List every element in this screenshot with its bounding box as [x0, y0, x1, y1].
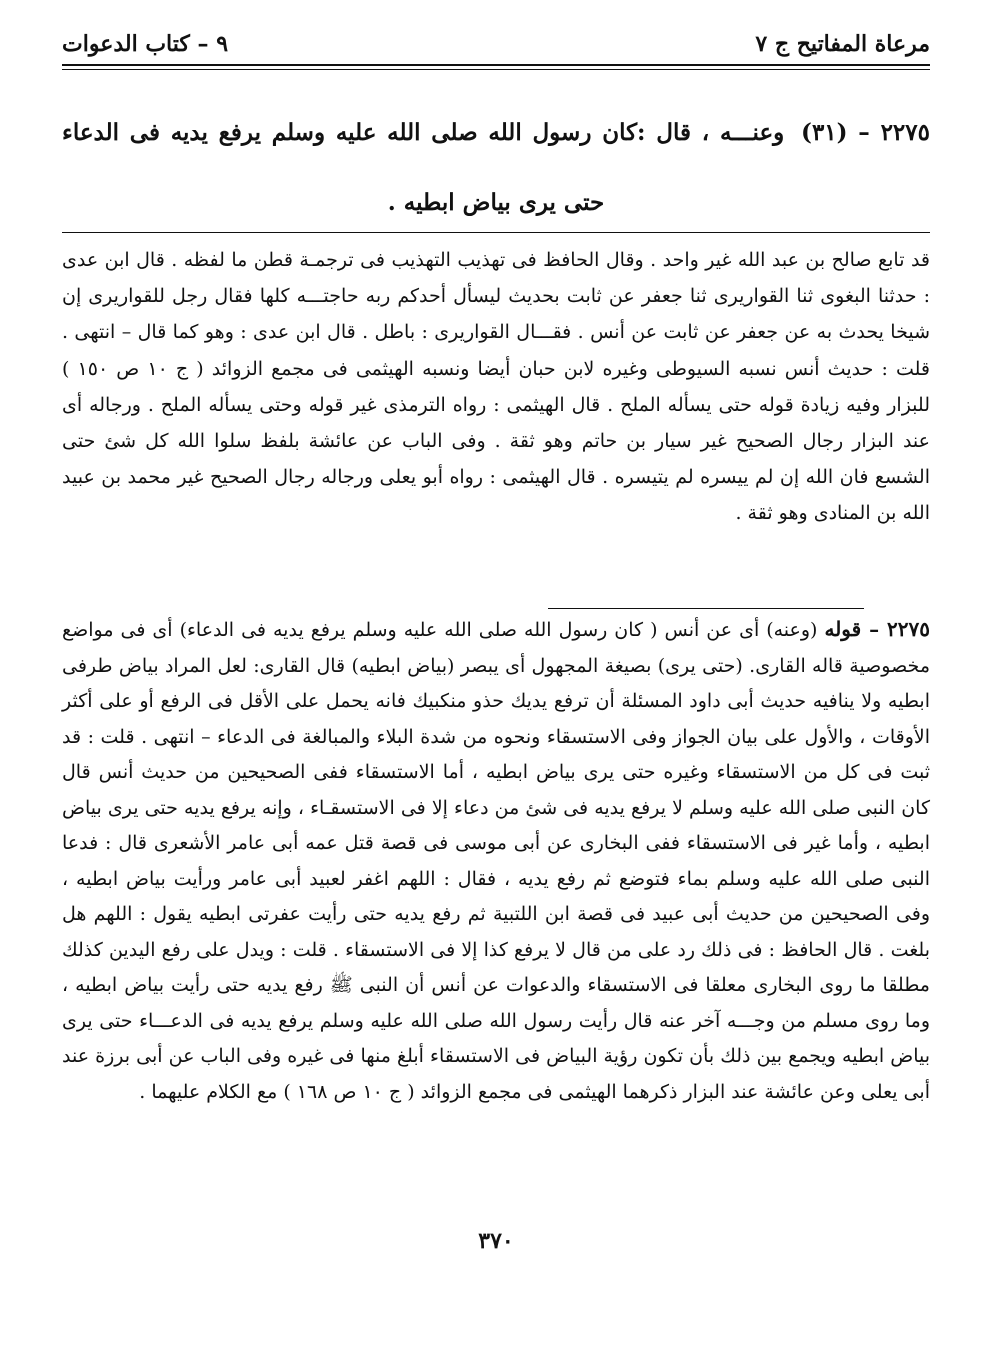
running-header: [62, 26, 930, 62]
commentary-paragraph: [62, 612, 930, 1110]
hadith-text-block: [62, 98, 930, 238]
header-rule-thin: [62, 69, 930, 70]
takhrij-footnote: [62, 242, 930, 532]
commentary-divider: [548, 608, 864, 609]
commentary-text: (وعنه) أى عن أنس ( كان رسول الله صلى الله عليه وسلم يرفع يديه فى الدعاء) أى فى مواضع مخصوصية قاله القارى. (حتى يرى) بصيغة المجهول أى يبصر (بياض ابطيه) قال القارى: لعل المراد بياض طرفى ابطيه ولا ينافيه حديث أبى داود المسئلة أن ترفع يديك حذو منكبيك فانه يحمل على الأقل فى الرفع أو على أكثر الأوقات ، والأول على بيان الجواز وفى الاستسقاء ونحوه من شدة البلاء والمبالغة فى الدعاء – انتهى . قلت : قد ثبت فى كل من الاستسقاء وغيره حتى يرى بياض ابطيه ، أما الاستسقاء ففى الصحيحين من حديث أنس قال كان النبى صلى الله عليه وسلم لا يرفع يديه فى شئ من دعاء إلا فى الاستسقـاء ، وإنه يرفع يديه حتى يرى بياض ابطيه ، وأما غير فى الاستسقاء ففى البخارى عن أبى موسى فى قصة قتل عمه أبى عامر الأشعرى قال : فدعا النبى صلى الله عليه وسلم بماء فتوضع ثم رفع يديه ، فقال : اللهم اغفر لعبيد أبى عامر ورأيت بياض ابطيه ، وفى الصحيحين من حديث أبى عبيد فى قصة ابن اللتبية ثم رفع يديه حتى رأيت عفرتى ابطيه يقول : اللهم هل بلغت . قال الحافظ : فى ذلك رد على من قال لا يرفع كذا إلا فى الاستسقاء . قلت : ويدل على رفع اليدين كذلك مطلقا ما روى البخارى معلقا فى الاستسقاء والدعوات عن أنس أن النبى ﷺ رفع يديه حتى رأيت بياض ابطيه ، وما روى مسلم من وجـــه آخر عنه قال رأيت رسول الله صلى الله عليه وسلم يرفع يديه فى الدعـــاء حتى يرى بياض ابطيه ويجمع بين ذلك بأن تكون رؤية البياض فى الاستسقاء أبلغ منها فى غيره وفى الباب عن أبى برزة عند أبى يعلى وعن عائشة عند البزار ذكرهما الهيثمى فى مجمع الزوائد ( ج ١٠ ص ١٦٨ ) مع الكلام عليهما .: [62, 619, 930, 1103]
page-number: ٣٧٠: [478, 1228, 514, 1254]
chapter-title: ٩ – كتاب الدعوات: [62, 31, 229, 57]
hadith-number: ٢٢٧٥ – (٣١): [801, 119, 930, 146]
takhrij-paragraph: قد تابع صالح بن عبد الله غير واحد . وقال الحافظ فى تهذيب التهذيب فى ترجمـة قطن ما لفظه . قال ابن عدى : حدثنا البغوى ثنا القواريرى ثنا جعفر عن ثابت بحديث ليسأل أحدكم ربه حاجتـــه كلها فقال رجل للقواريرى إن شيخا يحدث به عن جعفر عن ثابت عن أنس . فقـــال القواريرى : باطل . قال ابن عدى : وهو كما قال – انتهى . قلت : حديث أنس نسبه السيوطى وغيره لابن حبان أيضا ونسبه الهيثمى فى مجمع الزوائد ( ج ١٠ ص ١٥٠ ) للبزار وفيه زيادة قوله حتى يسأله الملح . قال الهيثمى : رواه الترمذى غير قوله وحتى يسأله الملح . ورجاله أى عند البزار رجال الصحيح غير سيار بن حاتم وهو ثقة . وفى الباب عن عائشة بلفظ سلوا الله كل شئ حتى الشسع فان الله إن لم ييسره لم يتيسره . قال الهيثمى : رواه أبو يعلى ورجاله رجال الصحيح غير محمد بن عبيد الله بن المنادى وهو ثقة .: [62, 249, 930, 525]
header-rule: [62, 64, 930, 66]
commentary-lead: ٢٢٧٥ – قوله: [824, 617, 930, 641]
commentary-block: [62, 612, 930, 1110]
section-divider: [62, 232, 930, 233]
book-title: مرعاة المفاتيح ج ٧: [755, 31, 930, 57]
hadith-text: وعنـــه ، قال :كان رسول الله صلى الله عليه وسلم يرفع يديه فى الدعاء حتى يرى بياض ابطيه .: [62, 119, 785, 216]
